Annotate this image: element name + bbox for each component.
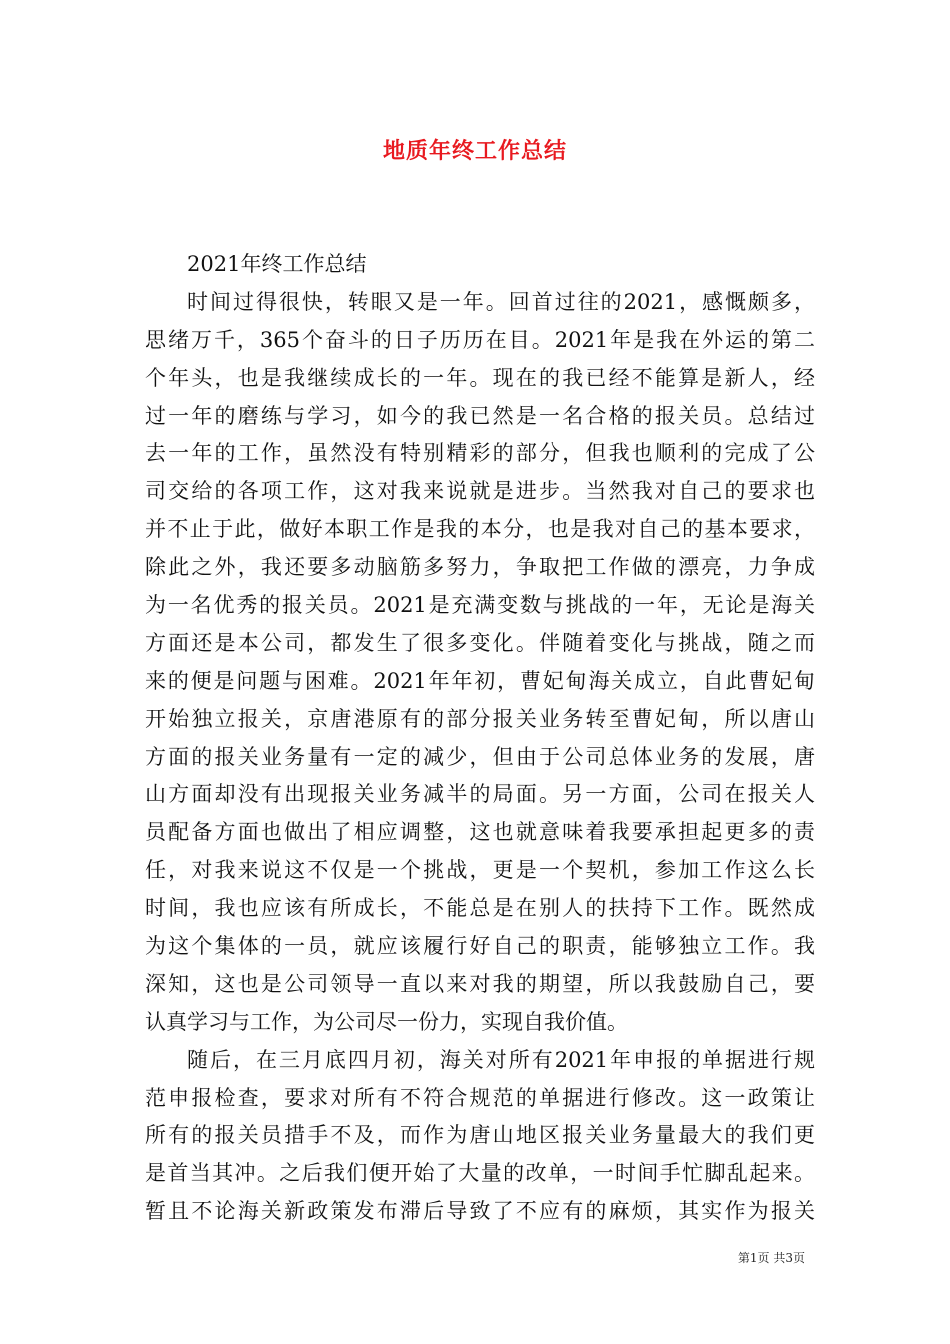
body-line: 思绪万千，365个奋斗的日子历历在目。2021年是我在外运的第二 — [145, 327, 815, 352]
body-line: 山方面却没有出现报关业务减半的局面。另一方面，公司在报关人 — [145, 782, 815, 807]
body-line: 开始独立报关，京唐港原有的部分报关业务转至曹妃甸，所以唐山 — [145, 706, 815, 731]
body-line: 时间过得很快，转眼又是一年。回首过往的2021，感慨颇多， — [187, 289, 815, 314]
body-line: 暂且不论海关新政策发布滞后导致了不应有的麻烦，其实作为报关 — [145, 1199, 815, 1224]
body-line: 来的便是问题与困难。2021年年初，曹妃甸海关成立，自此曹妃甸 — [145, 668, 815, 693]
body-line: 范申报检查，要求对所有不符合规范的单据进行修改。这一政策让 — [145, 1085, 815, 1110]
body-line: 为一名优秀的报关员。2021是充满变数与挑战的一年，无论是海关 — [145, 593, 815, 618]
body-line: 任，对我来说这不仅是一个挑战，更是一个契机，参加工作这么长 — [145, 858, 815, 883]
document-body — [145, 246, 815, 1231]
body-line: 除此之外，我还要多动脑筋多努力，争取把工作做的漂亮，力争成 — [145, 555, 815, 580]
body-line: 员配备方面也做出了相应调整，这也就意味着我要承担起更多的责 — [145, 820, 815, 845]
document-title: 地质年终工作总结 — [382, 138, 567, 164]
body-line: 方面还是本公司，都发生了很多变化。伴随着变化与挑战，随之而 — [145, 630, 815, 655]
body-line: 方面的报关业务量有一定的减少，但由于公司总体业务的发展，唐 — [145, 744, 815, 769]
body-line: 认真学习与工作，为公司尽一份力，实现自我价值。 — [145, 1009, 628, 1034]
body-line: 2021年终工作总结 — [187, 252, 367, 276]
body-line: 并不止于此，做好本职工作是我的本分，也是我对自己的基本要求， — [145, 517, 815, 542]
body-line: 深知，这也是公司领导一直以来对我的期望，所以我鼓励自己，要 — [145, 971, 815, 996]
page-number: 第1页 共3页 — [737, 1251, 805, 1265]
body-line: 去一年的工作，虽然没有特别精彩的部分，但我也顺利的完成了公 — [145, 441, 815, 466]
body-line: 为这个集体的一员，就应该履行好自己的职责，能够独立工作。我 — [145, 934, 815, 959]
body-line: 过一年的磨练与学习，如今的我已然是一名合格的报关员。总结过 — [145, 403, 815, 428]
body-line: 司交给的各项工作，这对我来说就是进步。当然我对自己的要求也 — [145, 479, 815, 504]
body-line: 所有的报关员措手不及，而作为唐山地区报关业务量最大的我们更 — [145, 1123, 815, 1148]
body-line: 是首当其冲。之后我们便开始了大量的改单，一时间手忙脚乱起来。 — [145, 1161, 815, 1186]
body-line: 随后，在三月底四月初，海关对所有2021年申报的单据进行规 — [187, 1047, 815, 1072]
body-line: 个年头，也是我继续成长的一年。现在的我已经不能算是新人，经 — [145, 365, 815, 390]
body-line: 时间，我也应该有所成长，不能总是在别人的扶持下工作。既然成 — [145, 896, 815, 921]
